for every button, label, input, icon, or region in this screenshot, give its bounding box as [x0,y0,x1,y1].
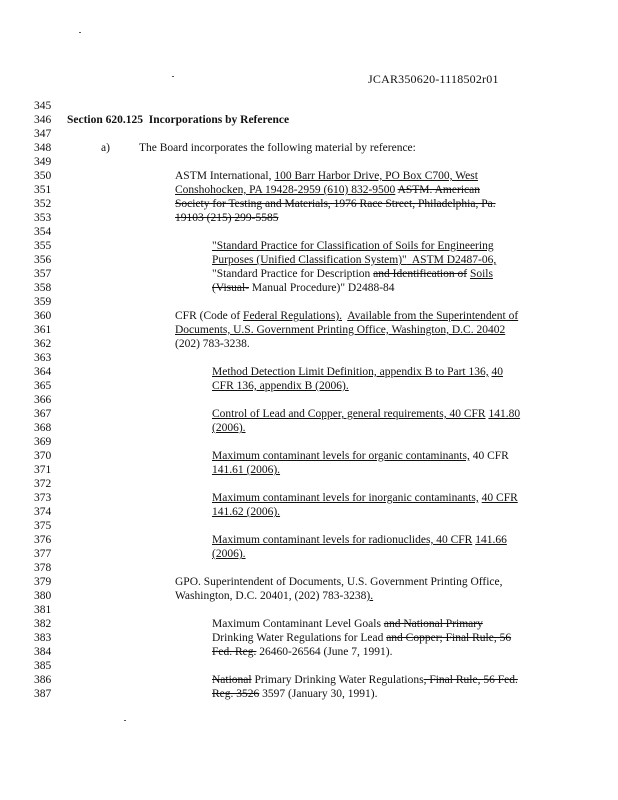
cfr-item-2-line-2: (2006). [212,422,246,434]
line-number: 353 [34,212,52,224]
astm-standard-1-code: ASTM D2487-06, [411,254,497,266]
astm-standard-1-title: Purposes (Unified Classification System)" [212,254,407,266]
line-number: 374 [34,506,52,518]
cfr-availability: Available from the Superintendent of [347,310,519,322]
npdwr-line-1 [212,674,518,687]
line-number: 373 [34,492,52,504]
line-number: 381 [34,604,52,616]
mcl-citation: 26460-26564 (June 7, 1991). [259,646,393,658]
deleted-text: National [212,674,252,686]
line-number: 351 [34,184,52,196]
astm-address-inserted-2: Conshohocken, PA 19428-2959 (610) 832-9500 [175,184,396,196]
cfr-item-cite: 40 CFR [481,492,518,504]
line-number: 365 [34,380,52,392]
line-number: 362 [34,338,52,350]
line-number: 378 [34,562,52,574]
line-number: 355 [34,240,52,252]
astm-name: ASTM International, [175,170,272,182]
cfr-item-1-line-1 [212,366,503,379]
astm-standard-2-code: Manual Procedure)" D2488-84 [251,282,395,294]
line-number: 372 [34,478,52,490]
deleted-text: (Visual- [212,282,249,294]
astm-line-3-deleted: Society for Testing and Materials, 1976 Race Street, Philadelphia, Pa. [175,198,496,210]
line-number: 369 [34,436,52,448]
astm-old-name-deleted: ASTM. American [397,184,480,196]
line-number: 350 [34,170,52,182]
line-number: 366 [34,394,52,406]
mcl-line-2 [212,632,511,645]
line-number: 348 [34,142,52,154]
deleted-text: and National Primary [383,618,483,630]
cfr-item-text: Maximum contaminant levels for organic contaminants, [212,450,470,462]
line-number: 349 [34,156,52,168]
mcl-title-cont: Drinking Water Regulations for Lead [212,632,384,644]
line-number: 384 [34,646,52,658]
line-number: 371 [34,464,52,476]
deleted-text: , Final Rule, 56 Fed. [423,674,518,686]
line-number: 358 [34,282,52,294]
subsection-text: The Board incorporates the following material by reference: [139,142,416,154]
inserted-text: ). [366,590,374,602]
deleted-text: Fed. Reg. [212,646,257,658]
deleted-text: and Identification of [373,268,468,280]
line-number: 382 [34,618,52,630]
cfr-line-2: Documents, U.S. Government Printing Office, Washington, D.C. 20402 [175,324,506,336]
deleted-text: Reg. 3526 [212,688,260,700]
line-number: 363 [34,352,52,364]
astm-standard-1-line-2 [212,254,496,267]
line-number: 347 [34,128,52,140]
cfr-item-5-line-2: (2006). [212,548,246,560]
cfr-item-2-line-1 [212,408,520,421]
mcl-line-1 [212,618,483,631]
cfr-item-cite: 40 CFR [472,450,509,462]
cfr-item-5-line-1 [212,534,507,547]
npdwr-citation: 3597 (January 30, 1991). [262,688,378,700]
cfr-item-cite: 40 [491,366,503,378]
line-number: 380 [34,590,52,602]
cfr-line-3: (202) 783-3238. [175,338,250,350]
gpo-line-2 [175,590,373,603]
line-number: 368 [34,422,52,434]
astm-standard-2-line-2 [212,282,395,295]
astm-line-2 [175,184,480,197]
line-number: 357 [34,268,52,280]
gpo-line-1: GPO. Superintendent of Documents, U.S. Government Printing Office, [175,576,503,588]
cfr-line-1 [175,310,518,323]
line-number: 345 [34,100,52,112]
astm-standard-1-line-1: "Standard Practice for Classification of Soils for Engineering [212,240,494,252]
cfr-item-4-line-2: 141.62 (2006). [212,506,281,518]
line-number: 356 [34,254,52,266]
document-id: JCAR350620-1118502r01 [368,72,499,86]
npdwr-line-2 [212,688,377,701]
cfr-item-1-line-2: CFR 136, appendix B (2006). [212,380,349,392]
cfr-item-text: Method Detection Limit Definition, appendix B to Part 136, [212,366,489,378]
line-number: 359 [34,296,52,308]
scan-speck [172,76,174,77]
scan-speck [124,720,126,721]
line-number: 387 [34,688,52,700]
line-number: 352 [34,198,52,210]
line-number: 360 [34,310,52,322]
gpo-address: Washington, D.C. 20401, (202) 783-3238 [175,590,367,602]
line-number: 377 [34,548,52,560]
line-number: 370 [34,450,52,462]
deleted-text: and Copper; Final Rule, 56 [386,632,512,644]
line-number: 367 [34,408,52,420]
cfr-item-4-line-1 [212,492,518,505]
astm-line-1 [175,170,478,183]
line-number: 383 [34,632,52,644]
cfr-name-inserted: Federal Regulations). [243,310,343,322]
astm-line-4-deleted: 19103 (215) 299-5585 [175,212,279,224]
astm-standard-2-title: "Standard Practice for Description [212,268,371,280]
cfr-item-text: Maximum contaminant levels for inorganic contaminants, [212,492,479,504]
cfr-item-text: Control of Lead and Copper, general requirements, 40 CFR [212,408,486,420]
scan-speck [79,32,81,33]
inserted-text: Soils [469,268,493,280]
line-number: 354 [34,226,52,238]
cfr-item-3-line-1 [212,450,509,463]
line-number: 376 [34,534,52,546]
section-number: Section 620.125 [67,114,144,126]
astm-standard-2-line-1 [212,268,493,281]
line-number: 386 [34,674,52,686]
line-number: 375 [34,520,52,532]
line-number: 364 [34,366,52,378]
line-number: 361 [34,324,52,336]
section-heading [67,114,289,127]
astm-address-inserted: 100 Barr Harbor Drive, PO Box C700, West [274,170,478,182]
cfr-name: CFR (Code of [175,310,241,322]
npdwr-title: Primary Drinking Water Regulations [254,674,424,686]
line-number: 346 [34,114,52,126]
cfr-item-cite: 141.66 [475,534,507,546]
cfr-item-3-line-2: 141.61 (2006). [212,464,281,476]
mcl-line-3 [212,646,392,659]
section-title: Incorporations by Reference [148,114,290,126]
mcl-title: Maximum Contaminant Level Goals [212,618,381,630]
subsection-label: a) [101,142,110,154]
line-number: 385 [34,660,52,672]
line-number: 379 [34,576,52,588]
cfr-item-text: Maximum contaminant levels for radionuclides, 40 CFR [212,534,473,546]
cfr-item-cite: 141.80 [488,408,521,420]
